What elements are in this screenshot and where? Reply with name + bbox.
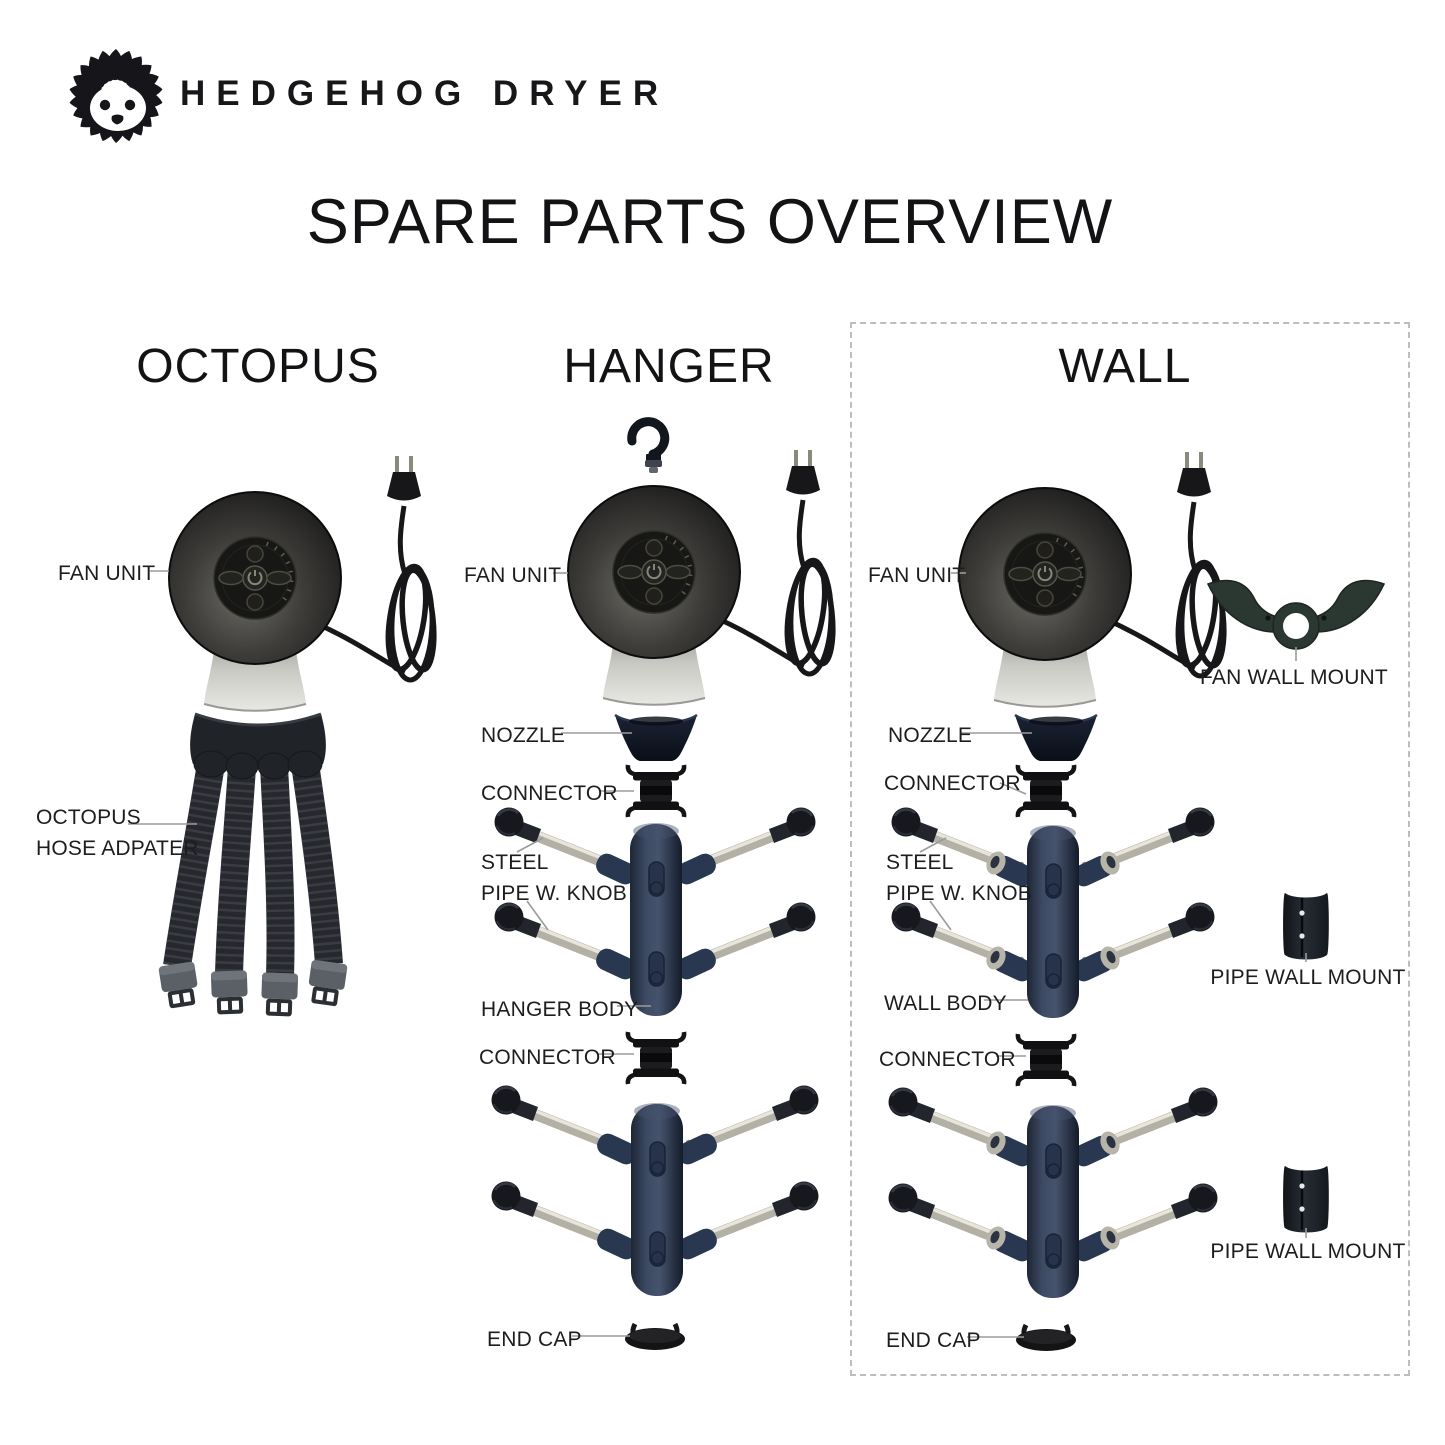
label-pipe-wall-mount-top: PIPE WALL MOUNT [1210,966,1406,989]
label-pipe-wall-mount-bottom: PIPE WALL MOUNT [1210,1240,1406,1263]
label-hanger-body: HANGER BODY [481,998,639,1021]
wall-end-cap [1016,1325,1076,1351]
label-wall-steel-pipe [886,847,1032,909]
hanger-nozzle [615,715,697,761]
label-hanger-fan-unit: FAN UNIT [464,564,562,587]
column-title-hanger: HANGER [563,340,775,393]
label-wall-nozzle: NOZZLE [888,724,973,747]
label-wall-body: WALL BODY [884,992,1007,1015]
fan-wall-mount [1208,580,1384,649]
label-wall-end-cap: END CAP [886,1329,981,1352]
brand-name: HEDGEHOG DRYER [180,74,670,113]
label-octopus-fan-unit: FAN UNIT [58,562,156,585]
label-line: STEEL [886,851,954,874]
label-wall-fan-unit: FAN UNIT [868,564,966,587]
label-line: STEEL [481,851,549,874]
hanger-body-lower [594,1103,720,1296]
octopus-hose-adapter [158,714,347,1017]
hanger-connector-bottom [628,1032,684,1084]
wall-body-lower [990,1105,1116,1298]
hanger-connector-top [628,765,684,817]
label-wall-connector-top: CONNECTOR [884,772,1021,795]
label-line: PIPE W. KNOB [886,882,1032,905]
column-title-wall: WALL [1058,340,1192,393]
label-hanger-steel-pipe [481,847,627,909]
label-line: OCTOPUS [36,806,141,829]
pipe-wall-mount-top [1283,893,1329,960]
label-hanger-nozzle: NOZZLE [481,724,566,747]
label-hanger-end-cap: END CAP [487,1328,582,1351]
hanger-hook-icon [632,422,665,473]
label-line: HOSE ADPATER [36,837,199,860]
octopus-fan-unit [169,456,438,711]
label-octopus-hose-adapter [36,802,199,864]
label-wall-connector-bottom: CONNECTOR [879,1048,1016,1071]
wall-nozzle [1015,715,1097,761]
label-fan-wall-mount: FAN WALL MOUNT [1200,666,1388,689]
pipe-wall-mount-bottom [1283,1166,1329,1233]
page-title: SPARE PARTS OVERVIEW [306,187,1114,257]
hanger-end-cap [625,1324,685,1350]
label-hanger-connector-bottom: CONNECTOR [479,1046,616,1069]
label-hanger-connector-top: CONNECTOR [481,782,618,805]
hanger-fan-unit [568,450,837,705]
wall-connector-bottom [1018,1034,1074,1086]
wall-connector-top [1018,765,1074,817]
column-title-octopus: OCTOPUS [136,340,380,393]
label-line: PIPE W. KNOB [481,882,627,905]
wall-fan-unit [959,452,1228,707]
